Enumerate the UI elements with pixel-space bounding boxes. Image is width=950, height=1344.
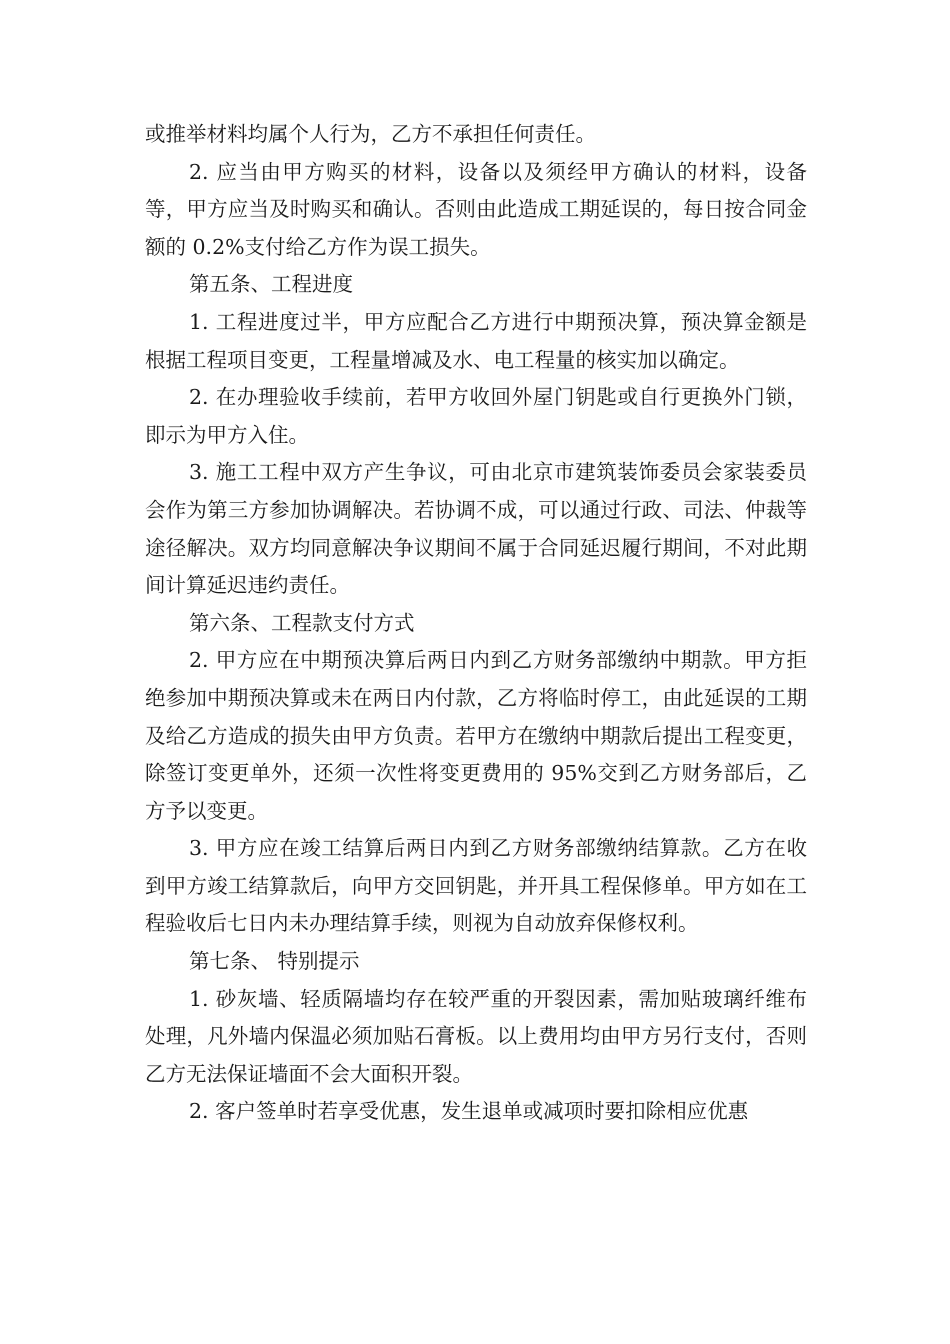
clause-item: 2. 客户签单时若享受优惠，发生退单或减项时要扣除相应优惠 — [189, 1099, 749, 1124]
clause-item: 2. 在办理验收手续前，若甲方收回外屋门钥匙或自行更换外门锁，即示为甲方入住。 — [145, 385, 807, 447]
article-heading: 第七条、 特别提示 — [189, 949, 360, 974]
document-body — [145, 116, 807, 1131]
clause-item: 2. 甲方应在中期预决算后两日内到乙方财务部缴纳中期款。甲方拒绝参加中期预决算或未在两日内付款，乙方将临时停工，由此延误的工期及给乙方造成的损失由甲方负责。若甲方在缴纳中期款后提出工程变更，除签订变更单外，还须一次性将变更费用的 95%交到乙方财务部后，乙方予以变更。 — [145, 648, 807, 823]
article-heading: 第五条、工程进度 — [189, 272, 353, 297]
clause-item: 1. 工程进度过半，甲方应配合乙方进行中期预决算，预决算金额是根据工程项目变更，工程量增减及水、电工程量的核实加以确定。 — [145, 309, 807, 372]
paragraph-continuation: 或推举材料均属个人行为，乙方不承担任何责任。 — [145, 122, 596, 146]
clause-item: 3. 施工工程中双方产生争议，可由北京市建筑装饰委员会家装委员会作为第三方参加协调解决。若协调不成，可以通过行政、司法、仲裁等途径解决。双方均同意解决争议期间不属于合同延迟履行期间，不对此期间计算延迟违约责任。 — [145, 460, 807, 598]
clause-item: 3. 甲方应在竣工结算后两日内到乙方财务部缴纳结算款。乙方在收到甲方竣工结算款后，向甲方交回钥匙，并开具工程保修单。甲方如在工程验收后七日内未办理结算手续，则视为自动放弃保修权利。 — [145, 836, 807, 936]
clause-item: 1. 砂灰墙、轻质隔墙均存在较严重的开裂因素，需加贴玻璃纤维布处理，凡外墙内保温必须加贴石膏板。以上费用均由甲方另行支付，否则乙方无法保证墙面不会大面积开裂。 — [145, 986, 807, 1086]
article-heading: 第六条、工程款支付方式 — [189, 610, 415, 635]
clause-item: 2. 应当由甲方购买的材料，设备以及须经甲方确认的材料，设备等，甲方应当及时购买和确认。否则由此造成工期延误的，每日按合同金额的 0.2%支付给乙方作为误工损失。 — [145, 159, 807, 259]
